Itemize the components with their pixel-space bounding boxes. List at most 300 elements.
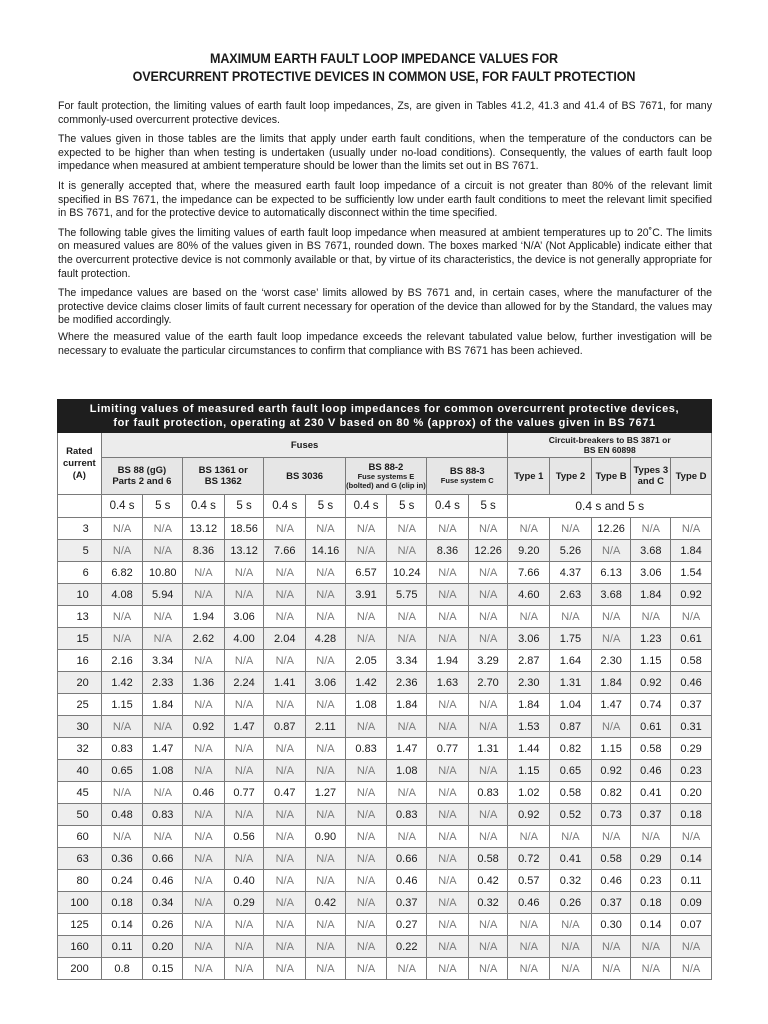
impedance-cell: 0.57 (508, 870, 550, 892)
paragraph: Where the measured value of the earth fault loop impedance exceeds the relevant tabulated value below, further investigation will be necessary to evaluate the particular circumstances to confirm that compliance with BS 7671 has been achieved. (58, 330, 712, 357)
fuse-group-name: BS 88-3 (449, 466, 485, 478)
rated-current-cell: 60 (58, 826, 102, 848)
impedance-cell: 0.46 (143, 870, 183, 892)
caption-line-2: for fault protection, operating at 230 V based on 80 % (approx) of the values given in BS 7671 (113, 417, 656, 429)
impedance-cell: N/A (427, 804, 469, 826)
impedance-cell: 2.70 (468, 672, 508, 694)
impedance-cell: 2.11 (306, 716, 346, 738)
impedance-cell: 0.61 (631, 716, 671, 738)
impedance-cell: N/A (427, 782, 469, 804)
impedance-cell: N/A (224, 804, 264, 826)
impedance-cell: N/A (345, 760, 387, 782)
impedance-cell: 1.42 (101, 672, 143, 694)
impedance-cell: 0.87 (550, 716, 592, 738)
impedance-cell: 0.37 (671, 694, 712, 716)
impedance-cell: 3.68 (631, 540, 671, 562)
impedance-cell: N/A (224, 958, 264, 980)
table-row (58, 760, 712, 782)
impedance-cell: 0.66 (143, 848, 183, 870)
impedance-cell: 4.00 (224, 628, 264, 650)
impedance-cell: N/A (427, 870, 469, 892)
impedance-cell: 2.33 (143, 672, 183, 694)
impedance-cell: N/A (183, 584, 225, 606)
table-row (58, 606, 712, 628)
impedance-cell: N/A (224, 936, 264, 958)
impedance-cell: N/A (671, 958, 712, 980)
rated-current-cell: 50 (58, 804, 102, 826)
impedance-cell: N/A (345, 518, 387, 540)
impedance-cell: 0.37 (591, 892, 631, 914)
impedance-cell: N/A (631, 606, 671, 628)
impedance-cell: 0.26 (143, 914, 183, 936)
table-row (58, 540, 712, 562)
impedance-cell: 0.46 (671, 672, 712, 694)
impedance-cell: N/A (101, 782, 143, 804)
impedance-cell: N/A (224, 584, 264, 606)
impedance-cell: 1.15 (631, 650, 671, 672)
impedance-cell: N/A (345, 804, 387, 826)
impedance-cell: N/A (591, 628, 631, 650)
impedance-cell: N/A (183, 738, 225, 760)
impedance-cell: N/A (143, 540, 183, 562)
rated-current-cell: 16 (58, 650, 102, 672)
table-row (58, 870, 712, 892)
impedance-cell: 0.72 (508, 848, 550, 870)
cb-type-header: Type 1 (508, 458, 550, 495)
impedance-cell: N/A (468, 628, 508, 650)
impedance-cell: 3.29 (468, 650, 508, 672)
impedance-cell: N/A (468, 584, 508, 606)
impedance-cell: 1.15 (508, 760, 550, 782)
impedance-cell: 0.42 (306, 892, 346, 914)
table-row (58, 782, 712, 804)
rated-current-cell: 6 (58, 562, 102, 584)
impedance-cell: 0.32 (550, 870, 592, 892)
rated-current-cell: 5 (58, 540, 102, 562)
impedance-cell: N/A (264, 562, 306, 584)
impedance-cell: N/A (508, 936, 550, 958)
impedance-cell: 0.11 (101, 936, 143, 958)
impedance-cell: 0.47 (264, 782, 306, 804)
impedance-cell: N/A (183, 848, 225, 870)
impedance-cell: N/A (264, 518, 306, 540)
impedance-cell: N/A (264, 738, 306, 760)
circuit-breakers-header (508, 433, 712, 458)
impedance-cell: N/A (591, 958, 631, 980)
impedance-cell: N/A (224, 738, 264, 760)
impedance-cell: N/A (508, 958, 550, 980)
impedance-cell: N/A (101, 606, 143, 628)
impedance-cell: 0.65 (550, 760, 592, 782)
impedance-cell: N/A (264, 804, 306, 826)
table-row (58, 694, 712, 716)
impedance-cell: 0.48 (101, 804, 143, 826)
time-header: 5 s (387, 495, 427, 518)
impedance-cell: N/A (183, 914, 225, 936)
impedance-cell: 0.83 (387, 804, 427, 826)
impedance-cell: 10.80 (143, 562, 183, 584)
time-header: 0.4 s (264, 495, 306, 518)
cb-header-line-2: BS EN 60898 (583, 445, 636, 455)
impedance-cell: N/A (101, 826, 143, 848)
impedance-cell: N/A (224, 694, 264, 716)
impedance-cell: N/A (387, 716, 427, 738)
impedance-cell: N/A (550, 936, 592, 958)
impedance-cell: 0.8 (101, 958, 143, 980)
impedance-cell: 1.08 (143, 760, 183, 782)
impedance-cell: N/A (264, 760, 306, 782)
impedance-cell: 0.40 (224, 870, 264, 892)
impedance-cell: N/A (427, 694, 469, 716)
table-row (58, 650, 712, 672)
impedance-cell: 1.44 (508, 738, 550, 760)
impedance-cell: 0.14 (631, 914, 671, 936)
impedance-cell: N/A (264, 650, 306, 672)
impedance-cell: N/A (671, 936, 712, 958)
impedance-cell: 0.20 (671, 782, 712, 804)
impedance-cell: 14.16 (306, 540, 346, 562)
table-row (58, 826, 712, 848)
impedance-cell: 0.82 (550, 738, 592, 760)
impedance-cell: N/A (183, 936, 225, 958)
rated-current-cell: 13 (58, 606, 102, 628)
table-row (58, 892, 712, 914)
impedance-cell: 5.94 (143, 584, 183, 606)
impedance-cell: 0.92 (591, 760, 631, 782)
impedance-cell: N/A (468, 562, 508, 584)
impedance-cell: N/A (468, 760, 508, 782)
impedance-cell: N/A (468, 606, 508, 628)
impedance-cell: N/A (591, 716, 631, 738)
impedance-cell: 0.92 (508, 804, 550, 826)
impedance-cell: 1.42 (345, 672, 387, 694)
impedance-cell: N/A (591, 540, 631, 562)
impedance-cell: 0.73 (591, 804, 631, 826)
cb-type-header: Type D (671, 458, 712, 495)
rated-current-cell: 30 (58, 716, 102, 738)
impedance-cell: N/A (264, 848, 306, 870)
impedance-cell: 0.65 (101, 760, 143, 782)
impedance-cell: N/A (508, 518, 550, 540)
caption-line-1: Limiting values of measured earth fault loop impedances for common overcurrent protective devices, (89, 403, 680, 415)
impedance-cell: 0.58 (550, 782, 592, 804)
impedance-cell: 0.42 (468, 870, 508, 892)
impedance-cell: N/A (345, 606, 387, 628)
impedance-cell: N/A (427, 826, 469, 848)
impedance-cell: 0.37 (631, 804, 671, 826)
fuse-group-header (427, 458, 508, 495)
impedance-table-container (57, 399, 712, 980)
impedance-cell: N/A (306, 584, 346, 606)
impedance-cell: 3.06 (306, 672, 346, 694)
impedance-cell: 8.36 (183, 540, 225, 562)
impedance-cell: N/A (591, 936, 631, 958)
time-header: 5 s (224, 495, 264, 518)
impedance-cell: N/A (306, 760, 346, 782)
impedance-cell: N/A (224, 848, 264, 870)
rated-current-cell: 15 (58, 628, 102, 650)
rated-current-cell: 200 (58, 958, 102, 980)
impedance-cell: N/A (591, 606, 631, 628)
impedance-cell: N/A (550, 914, 592, 936)
impedance-cell: N/A (427, 584, 469, 606)
impedance-cell: N/A (224, 650, 264, 672)
impedance-cell: 0.82 (591, 782, 631, 804)
impedance-cell: 0.30 (591, 914, 631, 936)
impedance-cell: 0.11 (671, 870, 712, 892)
impedance-cell: N/A (427, 760, 469, 782)
cb-type-header: Type 2 (550, 458, 592, 495)
impedance-cell: 2.30 (508, 672, 550, 694)
impedance-cell: N/A (306, 914, 346, 936)
table-row (58, 848, 712, 870)
impedance-cell: 1.47 (143, 738, 183, 760)
rated-current-cell: 100 (58, 892, 102, 914)
impedance-cell: 1.84 (143, 694, 183, 716)
impedance-cell: 6.13 (591, 562, 631, 584)
impedance-cell: 0.92 (183, 716, 225, 738)
impedance-cell: N/A (387, 782, 427, 804)
impedance-cell: 0.46 (591, 870, 631, 892)
impedance-cell: 0.41 (631, 782, 671, 804)
time-header: 5 s (306, 495, 346, 518)
table-row (58, 804, 712, 826)
time-header: 0.4 s (101, 495, 143, 518)
title-line-2: OVERCURRENT PROTECTIVE DEVICES IN COMMON USE, FOR FAULT PROTECTION (132, 69, 636, 84)
paragraph: The values given in those tables are the limits that apply under earth fault conditions, when the temperature of the conductors can be expected to be higher than when testing is undertaken (usually under no-load conditions). Consequently, the values of earth fault loop impedance when measured at ambient temperature should be lower than the limits set out in BS 7671. (58, 133, 712, 173)
fuse-group-name: BS 3036 (286, 470, 324, 482)
impedance-cell: N/A (345, 782, 387, 804)
impedance-cell: 1.08 (387, 760, 427, 782)
impedance-cell: N/A (264, 870, 306, 892)
impedance-cell: 2.30 (591, 650, 631, 672)
impedance-cell: 0.83 (345, 738, 387, 760)
impedance-cell: 0.58 (468, 848, 508, 870)
cb-type-header: Types 3 and C (631, 458, 671, 495)
rated-current-cell: 63 (58, 848, 102, 870)
impedance-cell: 3.34 (143, 650, 183, 672)
impedance-cell: N/A (264, 958, 306, 980)
impedance-cell: N/A (468, 716, 508, 738)
impedance-cell: N/A (183, 804, 225, 826)
impedance-cell: N/A (550, 958, 592, 980)
impedance-cell: 4.08 (101, 584, 143, 606)
impedance-cell: 0.20 (143, 936, 183, 958)
impedance-cell: N/A (264, 694, 306, 716)
fuse-group-header (345, 458, 426, 495)
impedance-cell: 12.26 (591, 518, 631, 540)
time-header: 0.4 s (345, 495, 387, 518)
impedance-cell: 5.26 (550, 540, 592, 562)
impedance-cell: N/A (306, 936, 346, 958)
impedance-cell: 0.58 (671, 650, 712, 672)
impedance-cell: 3.68 (591, 584, 631, 606)
impedance-cell: N/A (508, 606, 550, 628)
impedance-cell: N/A (631, 826, 671, 848)
impedance-cell: 1.36 (183, 672, 225, 694)
impedance-cell: 0.14 (101, 914, 143, 936)
paragraph: The impedance values are based on the ‘worst case’ limits allowed by BS 7671 and, in certain cases, where the manufacturer of the protective device claims closer limits of fault current necessary for operation of the device than allowed for by the Standard, the values may be modified accordingly. (58, 287, 712, 327)
impedance-cell: 0.90 (306, 826, 346, 848)
impedance-cell: 0.46 (387, 870, 427, 892)
impedance-cell: 1.84 (508, 694, 550, 716)
rated-current-cell: 125 (58, 914, 102, 936)
impedance-cell: 0.15 (143, 958, 183, 980)
impedance-cell: N/A (345, 716, 387, 738)
impedance-cell: N/A (183, 562, 225, 584)
impedance-cell: N/A (306, 804, 346, 826)
impedance-cell: 0.29 (671, 738, 712, 760)
impedance-cell: N/A (143, 716, 183, 738)
impedance-cell: 0.83 (143, 804, 183, 826)
rated-current-cell: 20 (58, 672, 102, 694)
table-row (58, 628, 712, 650)
table-row (58, 738, 712, 760)
impedance-cell: N/A (387, 958, 427, 980)
impedance-cell: 0.24 (101, 870, 143, 892)
impedance-cell: 0.29 (631, 848, 671, 870)
impedance-cell: 2.87 (508, 650, 550, 672)
impedance-cell: 2.63 (550, 584, 592, 606)
impedance-cell: N/A (387, 606, 427, 628)
impedance-cell: N/A (345, 892, 387, 914)
table-caption (58, 400, 712, 433)
impedance-cell: 0.77 (427, 738, 469, 760)
impedance-cell: N/A (550, 518, 592, 540)
impedance-cell: 1.54 (671, 562, 712, 584)
time-header: 5 s (468, 495, 508, 518)
impedance-cell: N/A (143, 782, 183, 804)
impedance-cell: N/A (264, 606, 306, 628)
rated-current-cell: 160 (58, 936, 102, 958)
impedance-cell: 0.31 (671, 716, 712, 738)
impedance-cell: N/A (183, 892, 225, 914)
impedance-cell: 1.47 (387, 738, 427, 760)
impedance-cell: N/A (427, 936, 469, 958)
impedance-cell: 0.92 (671, 584, 712, 606)
fuse-group-sub: Fuse system C (440, 476, 494, 486)
impedance-cell: N/A (345, 914, 387, 936)
impedance-cell: 3.91 (345, 584, 387, 606)
impedance-cell: 0.83 (101, 738, 143, 760)
impedance-cell: 0.14 (671, 848, 712, 870)
impedance-cell: N/A (306, 870, 346, 892)
fuse-group-header (101, 458, 182, 495)
impedance-cell: 4.60 (508, 584, 550, 606)
impedance-cell: 13.12 (183, 518, 225, 540)
fuse-group-sub: Fuse systems E (bolted) and G (clip in) (346, 472, 426, 490)
rated-current-cell: 3 (58, 518, 102, 540)
impedance-cell: 1.41 (264, 672, 306, 694)
impedance-cell: N/A (183, 760, 225, 782)
intro-text (58, 100, 712, 364)
impedance-cell: 0.87 (264, 716, 306, 738)
impedance-cell: 0.07 (671, 914, 712, 936)
fuse-group-header (264, 458, 345, 495)
rated-current-cell: 10 (58, 584, 102, 606)
impedance-cell: 0.46 (183, 782, 225, 804)
impedance-cell: 0.41 (550, 848, 592, 870)
impedance-cell: 0.37 (387, 892, 427, 914)
fuse-group-name: BS 1361 or (198, 465, 248, 476)
rated-current-header: Rated current (A) (58, 433, 102, 495)
time-header: 0.4 s (427, 495, 469, 518)
impedance-cell: N/A (345, 958, 387, 980)
impedance-cell: 1.94 (427, 650, 469, 672)
impedance-cell: N/A (224, 914, 264, 936)
impedance-cell: N/A (468, 914, 508, 936)
impedance-cell: N/A (306, 562, 346, 584)
impedance-cell: 0.74 (631, 694, 671, 716)
time-header-cb: 0.4 s and 5 s (508, 495, 712, 518)
time-header: 0.4 s (183, 495, 225, 518)
table-row (58, 672, 712, 694)
impedance-cell: 8.36 (427, 540, 469, 562)
paragraph: For fault protection, the limiting values of earth fault loop impedances, Zs, are given in Tables 41.2, 41.3 and 41.4 of BS 7671, for many commonly-used overcurrent protective devices. (58, 100, 712, 126)
impedance-cell: N/A (264, 584, 306, 606)
impedance-cell: 13.12 (224, 540, 264, 562)
impedance-cell: 1.15 (101, 694, 143, 716)
impedance-cell: 3.34 (387, 650, 427, 672)
impedance-cell: N/A (631, 518, 671, 540)
fuse-group-name: BS 88-2 (368, 462, 404, 473)
impedance-cell: 0.58 (591, 848, 631, 870)
impedance-cell: 1.84 (631, 584, 671, 606)
impedance-cell: N/A (264, 826, 306, 848)
table-row (58, 584, 712, 606)
impedance-cell: N/A (508, 826, 550, 848)
rated-current-cell: 80 (58, 870, 102, 892)
impedance-cell: N/A (468, 826, 508, 848)
impedance-cell: N/A (427, 848, 469, 870)
impedance-cell: N/A (224, 760, 264, 782)
impedance-cell: N/A (345, 936, 387, 958)
rated-current-spacer (58, 495, 102, 518)
impedance-cell: N/A (468, 936, 508, 958)
impedance-cell: 2.62 (183, 628, 225, 650)
rated-current-cell: 25 (58, 694, 102, 716)
impedance-cell: 10.24 (387, 562, 427, 584)
paragraph: It is generally accepted that, where the measured earth fault loop impedance of a circuit is not greater than 80% of the relevant limit specified in BS 7671, the impedance can be expected to be sufficiently low under earth fault conditions to meet the relevant limit specified in BS 7671, and for the protective device to automatically disconnect within the time specified. (58, 179, 712, 220)
impedance-cell: N/A (387, 628, 427, 650)
fuses-header: Fuses (101, 433, 508, 458)
page-title (27, 50, 741, 86)
impedance-cell: N/A (264, 936, 306, 958)
impedance-cell: N/A (591, 826, 631, 848)
table-row (58, 958, 712, 980)
impedance-cell: 0.26 (550, 892, 592, 914)
impedance-cell: 1.15 (591, 738, 631, 760)
impedance-cell: 1.84 (387, 694, 427, 716)
table-row (58, 716, 712, 738)
cb-type-header: Type B (591, 458, 631, 495)
impedance-cell: N/A (306, 606, 346, 628)
impedance-cell: 1.75 (550, 628, 592, 650)
table-row (58, 914, 712, 936)
impedance-cell: N/A (468, 694, 508, 716)
impedance-cell: 0.18 (101, 892, 143, 914)
impedance-cell: 7.66 (264, 540, 306, 562)
impedance-cell: N/A (183, 826, 225, 848)
impedance-cell: 1.31 (468, 738, 508, 760)
impedance-cell: 1.27 (306, 782, 346, 804)
impedance-cell: 3.06 (224, 606, 264, 628)
impedance-cell: N/A (427, 716, 469, 738)
rated-current-cell: 32 (58, 738, 102, 760)
impedance-cell: N/A (427, 628, 469, 650)
impedance-cell: 0.83 (468, 782, 508, 804)
impedance-cell: N/A (468, 804, 508, 826)
